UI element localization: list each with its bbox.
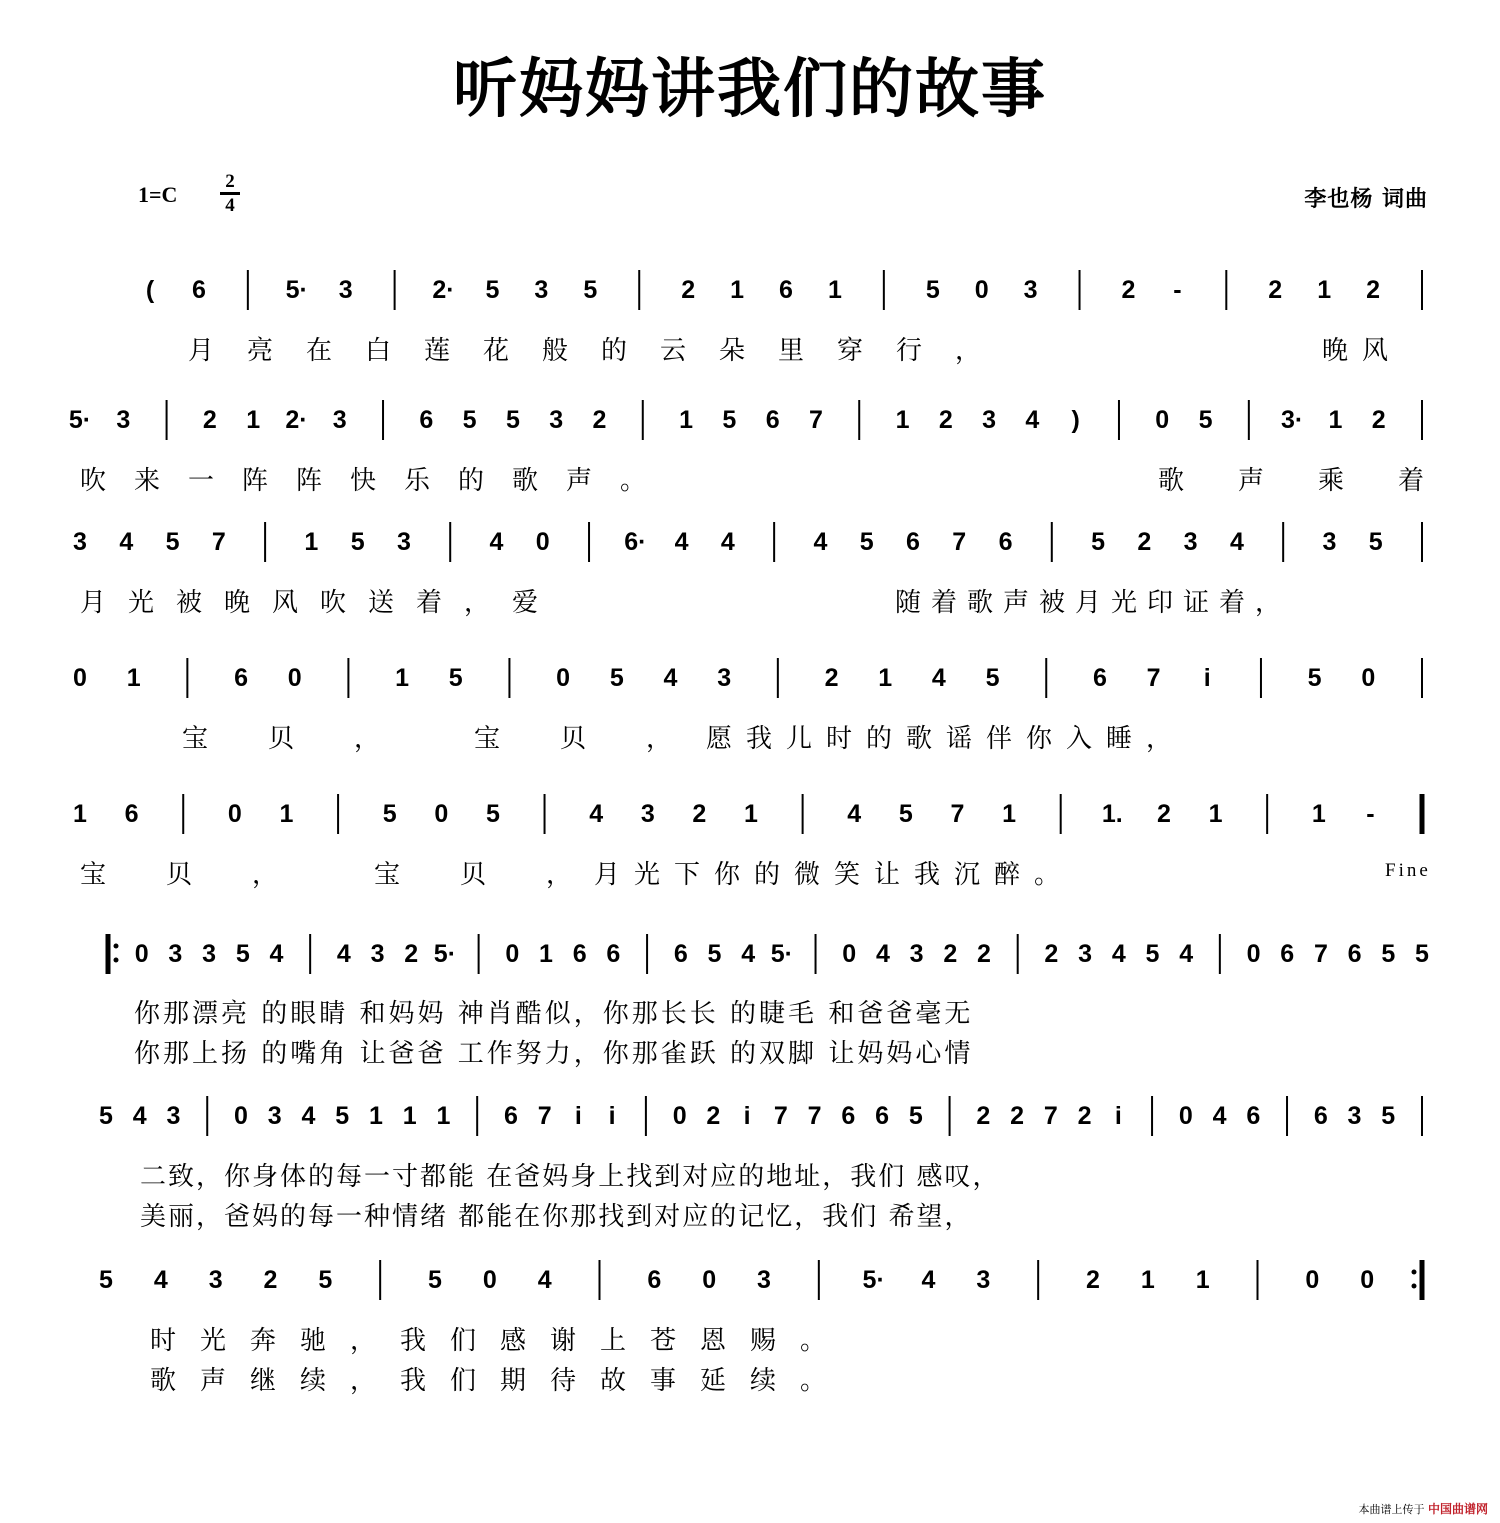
note: 0 bbox=[482, 1266, 497, 1294]
note: 2 bbox=[1044, 940, 1059, 968]
meter-bottom: 4 bbox=[225, 195, 235, 216]
note: 1 bbox=[679, 406, 694, 434]
note: 3 bbox=[73, 528, 87, 556]
note: 4 bbox=[537, 1266, 552, 1294]
note: 6 bbox=[841, 1102, 856, 1130]
note: 3 bbox=[534, 276, 549, 304]
note: 3 bbox=[1078, 940, 1093, 968]
note: 4 bbox=[1212, 1102, 1227, 1130]
note: 1 bbox=[1317, 276, 1332, 304]
note: i bbox=[1114, 1102, 1122, 1130]
lyric-row-7a: 二致，你身体的每一寸都能 在爸妈身上找到对应的地址，我们 感叹， bbox=[140, 1162, 1001, 1192]
note: 6 bbox=[1347, 940, 1362, 968]
note: 6 bbox=[191, 276, 206, 304]
note: 4 bbox=[1179, 940, 1194, 968]
note: 1 bbox=[1311, 800, 1326, 828]
note: 2· bbox=[432, 276, 455, 304]
lyric-row-5c: 月光下你的微笑让我沉醉。 bbox=[594, 860, 1075, 890]
note: 5· bbox=[285, 276, 308, 304]
note: 2 bbox=[681, 276, 696, 304]
note: 2 bbox=[1086, 1266, 1100, 1294]
note: 3 bbox=[208, 1266, 223, 1294]
note: 7 bbox=[950, 800, 965, 828]
note: 3 bbox=[717, 664, 732, 692]
note: 4 bbox=[132, 1102, 147, 1130]
note: 4 bbox=[589, 800, 604, 828]
note: 3 bbox=[976, 1266, 991, 1294]
lyric-row-5b: 宝贝， bbox=[374, 860, 633, 890]
note: 3 bbox=[332, 406, 347, 434]
note: 1 bbox=[539, 940, 553, 968]
lyric-row-7b: 美丽，爸妈的每一种情绪 都能在你那找到对应的记忆，我们 希望， bbox=[140, 1202, 973, 1232]
note: 5 bbox=[908, 1102, 923, 1130]
note: 7 bbox=[808, 406, 823, 434]
note: 5 bbox=[859, 528, 874, 556]
note: 4 bbox=[269, 940, 284, 968]
note: 5 bbox=[1381, 940, 1396, 968]
note: 4 bbox=[931, 664, 946, 692]
note: ( bbox=[145, 276, 155, 304]
note: 2 bbox=[1077, 1102, 1092, 1130]
note: 7 bbox=[211, 528, 226, 556]
note: 6 bbox=[124, 800, 139, 828]
note: 2 bbox=[706, 1102, 721, 1130]
note: 5 bbox=[505, 406, 520, 434]
note: 2· bbox=[285, 406, 308, 434]
note: i bbox=[574, 1102, 582, 1130]
note: 0 bbox=[974, 276, 989, 304]
note: 2 bbox=[1137, 528, 1152, 556]
note: 3 bbox=[166, 1102, 181, 1130]
note: 1 bbox=[1140, 1266, 1155, 1294]
notes-layer bbox=[69, 270, 1429, 1300]
note: ) bbox=[1071, 406, 1080, 434]
note: 0 bbox=[672, 1102, 687, 1130]
note: 5· bbox=[433, 940, 457, 968]
lyric-row-4c: 愿我儿时的歌谣伴你入睡， bbox=[706, 724, 1187, 754]
note: 0 bbox=[1155, 406, 1170, 434]
note: 4 bbox=[875, 940, 890, 968]
note: 1 bbox=[1208, 800, 1223, 828]
note: 3 bbox=[338, 276, 353, 304]
note: 1 bbox=[878, 664, 893, 692]
note: 4 bbox=[674, 528, 689, 556]
note: 5 bbox=[485, 276, 500, 304]
note: 5 bbox=[609, 664, 624, 692]
note: 2 bbox=[263, 1266, 278, 1294]
note: 2 bbox=[1366, 276, 1381, 304]
note: 6 bbox=[503, 1102, 518, 1130]
note: 5 bbox=[99, 1102, 113, 1130]
lyric-row-6b: 你那上扬 的嘴角 让爸爸 工作努力，你那雀跃 的双脚 让妈妈心情 bbox=[134, 1039, 974, 1069]
note: 2 bbox=[1121, 276, 1136, 304]
note: 2 bbox=[404, 940, 419, 968]
note: 3 bbox=[757, 1266, 771, 1294]
note: 0 bbox=[702, 1266, 717, 1294]
note: 0 bbox=[535, 528, 550, 556]
repeat-dot bbox=[1412, 1284, 1417, 1289]
note: 5 bbox=[722, 406, 737, 434]
note: 5· bbox=[770, 940, 793, 968]
footer-watermark bbox=[1358, 1500, 1488, 1517]
note: 3 bbox=[909, 940, 924, 968]
note: 6 bbox=[647, 1266, 662, 1294]
note: 2 bbox=[824, 664, 839, 692]
note: 3· bbox=[1281, 406, 1304, 434]
note: 2 bbox=[1371, 406, 1386, 434]
note: 1 bbox=[279, 800, 294, 828]
note: 4 bbox=[489, 528, 504, 556]
note: 2 bbox=[1010, 1102, 1025, 1130]
note: 5 bbox=[1415, 940, 1429, 968]
note: 5 bbox=[99, 1266, 113, 1294]
note: 2 bbox=[1156, 800, 1171, 828]
note: 5 bbox=[1091, 528, 1106, 556]
note: - bbox=[1366, 800, 1375, 828]
note: 6 bbox=[673, 940, 688, 968]
note: 4 bbox=[153, 1266, 168, 1294]
note: 4 bbox=[301, 1102, 316, 1130]
note: 1 bbox=[1195, 1266, 1210, 1294]
note: 4 bbox=[921, 1266, 936, 1294]
note: 0 bbox=[505, 940, 520, 968]
note: 3 bbox=[1023, 276, 1038, 304]
note: 6 bbox=[765, 406, 780, 434]
note: 5 bbox=[485, 800, 500, 828]
note: 3 bbox=[982, 406, 997, 434]
note: 3 bbox=[1347, 1102, 1362, 1130]
meter-top: 2 bbox=[225, 171, 235, 192]
note: 5 bbox=[1307, 664, 1322, 692]
note: 0 bbox=[1361, 664, 1376, 692]
note: 5 bbox=[898, 800, 913, 828]
note: 1 bbox=[73, 800, 87, 828]
lyric-row-2b: 歌声乘着 bbox=[1158, 466, 1479, 496]
note: 3 bbox=[549, 406, 564, 434]
note: 0 bbox=[234, 1102, 248, 1130]
composer-credit: 李也杨 词曲 bbox=[1304, 187, 1428, 212]
note: 6 bbox=[779, 276, 793, 304]
note: 5 bbox=[462, 406, 477, 434]
note: 0 bbox=[1360, 1266, 1375, 1294]
note: 1 bbox=[368, 1102, 383, 1130]
note: 1 bbox=[304, 528, 319, 556]
note: 6 bbox=[419, 406, 434, 434]
lyric-row-4b: 宝贝， bbox=[474, 724, 733, 754]
note: 0 bbox=[1178, 1102, 1193, 1130]
note: 7 bbox=[1043, 1102, 1058, 1130]
note: 7 bbox=[1146, 664, 1161, 692]
lyric-row-8a: 时光奔驰，我们感谢上苍恩赐。 bbox=[150, 1326, 851, 1356]
note: 4 bbox=[1111, 940, 1126, 968]
note: 6 bbox=[606, 940, 621, 968]
note: 5 bbox=[235, 940, 250, 968]
note: 3 bbox=[267, 1102, 282, 1130]
note: 1 bbox=[827, 276, 842, 304]
footer-prefix: 本曲谱上传于 bbox=[1358, 1503, 1425, 1516]
note: 5 bbox=[382, 800, 397, 828]
note: 1 bbox=[246, 406, 261, 434]
lyric-row-5a: 宝贝， bbox=[80, 860, 339, 890]
note: 5 bbox=[1145, 940, 1160, 968]
note: 1 bbox=[395, 664, 410, 692]
lyric-row-6a: 你那漂亮 的眼睛 和妈妈 神肖酷似，你那长长 的睫毛 和爸爸毫无 bbox=[134, 999, 974, 1029]
note: 4 bbox=[741, 940, 756, 968]
note: 4 bbox=[1025, 406, 1040, 434]
note: 5 bbox=[925, 276, 940, 304]
note: 6 bbox=[875, 1102, 890, 1130]
note: 5 bbox=[318, 1266, 333, 1294]
note: 6· bbox=[624, 528, 647, 556]
note: 7 bbox=[1313, 940, 1328, 968]
note: 7 bbox=[807, 1102, 822, 1130]
note: 7 bbox=[773, 1102, 788, 1130]
key-signature: 1=C bbox=[138, 182, 178, 207]
lyric-row-2a: 吹来一阵阵快乐的歌声。 bbox=[80, 466, 675, 496]
note: 4 bbox=[663, 664, 678, 692]
note: i bbox=[608, 1102, 616, 1130]
lyric-row-3b: 随着歌声被月光印证着， bbox=[895, 588, 1292, 618]
note: 3 bbox=[1322, 528, 1337, 556]
note: 5 bbox=[350, 528, 365, 556]
note: 0 bbox=[227, 800, 242, 828]
note: 3 bbox=[1183, 528, 1198, 556]
repeat-dot bbox=[114, 944, 119, 949]
note: 5 bbox=[1381, 1102, 1396, 1130]
note: 0 bbox=[1246, 940, 1261, 968]
note: 1 bbox=[744, 800, 758, 828]
lyric-row-1a: 月亮在白莲花般的云朵里穿行， bbox=[188, 336, 1015, 366]
lyric-row-3a: 月光被晚风吹送着，爱 bbox=[80, 588, 561, 618]
note: 1 bbox=[126, 664, 141, 692]
note: 4 bbox=[336, 940, 351, 968]
note: 5· bbox=[862, 1266, 885, 1294]
note: 7 bbox=[537, 1102, 552, 1130]
note: 3 bbox=[202, 940, 217, 968]
note: i bbox=[1203, 664, 1211, 692]
note: 1 bbox=[730, 276, 745, 304]
note: 1 bbox=[1328, 406, 1343, 434]
note: 3 bbox=[396, 528, 411, 556]
note: 4 bbox=[119, 528, 134, 556]
note: 2 bbox=[938, 406, 953, 434]
note: 0 bbox=[434, 800, 449, 828]
note: 5 bbox=[985, 664, 1000, 692]
note: 1 bbox=[402, 1102, 417, 1130]
note: 7 bbox=[952, 528, 967, 556]
note: 0 bbox=[842, 940, 857, 968]
note: 4 bbox=[720, 528, 735, 556]
note: 5 bbox=[707, 940, 722, 968]
note: 3 bbox=[640, 800, 655, 828]
note: 6 bbox=[906, 528, 920, 556]
note: 4 bbox=[847, 800, 862, 828]
note: 3 bbox=[168, 940, 183, 968]
note: 5· bbox=[68, 406, 92, 434]
lyric-row-1b: 晚风 bbox=[1322, 336, 1403, 366]
note: - bbox=[1173, 276, 1182, 304]
note: 6 bbox=[1280, 940, 1295, 968]
note: 2 bbox=[202, 406, 217, 434]
note: 0 bbox=[1305, 1266, 1320, 1294]
note: 1. bbox=[1101, 800, 1123, 828]
lyric-row-8b: 歌声继续，我们期待故事延续。 bbox=[150, 1366, 851, 1396]
note: 1 bbox=[1002, 800, 1017, 828]
note: 5 bbox=[1368, 528, 1383, 556]
note: 6 bbox=[234, 664, 248, 692]
note: 5 bbox=[448, 664, 463, 692]
note: 3 bbox=[116, 406, 131, 434]
note: 6 bbox=[998, 528, 1013, 556]
footer-brand: 中国曲谱网 bbox=[1427, 1502, 1488, 1516]
note: 2 bbox=[943, 940, 958, 968]
note: 6 bbox=[572, 940, 587, 968]
note: 5 bbox=[335, 1102, 350, 1130]
note: 6 bbox=[1092, 664, 1107, 692]
note: 2 bbox=[976, 1102, 991, 1130]
note: 1 bbox=[895, 406, 910, 434]
note: 3 bbox=[370, 940, 385, 968]
note: 6 bbox=[1313, 1102, 1328, 1130]
note: i bbox=[743, 1102, 751, 1130]
note: 2 bbox=[977, 940, 991, 968]
lyric-row-4a: 宝贝， bbox=[182, 724, 441, 754]
note: 0 bbox=[134, 940, 149, 968]
fine-mark: Fine bbox=[1385, 860, 1431, 881]
note: 4 bbox=[1229, 528, 1244, 556]
note: 5 bbox=[165, 528, 180, 556]
repeat-dot bbox=[1412, 1270, 1417, 1275]
note: 5 bbox=[428, 1266, 442, 1294]
note: 5 bbox=[1198, 406, 1213, 434]
note: 0 bbox=[556, 664, 571, 692]
song-title: 听妈妈讲我们的故事 bbox=[453, 52, 1047, 127]
note: 2 bbox=[1268, 276, 1283, 304]
note: 4 bbox=[813, 528, 828, 556]
note: 0 bbox=[73, 664, 87, 692]
note: 1 bbox=[436, 1102, 451, 1130]
note: 5 bbox=[583, 276, 598, 304]
note: 2 bbox=[592, 406, 607, 434]
note: 0 bbox=[287, 664, 302, 692]
note: 2 bbox=[692, 800, 707, 828]
repeat-dot bbox=[114, 958, 119, 963]
note: 6 bbox=[1246, 1102, 1261, 1130]
